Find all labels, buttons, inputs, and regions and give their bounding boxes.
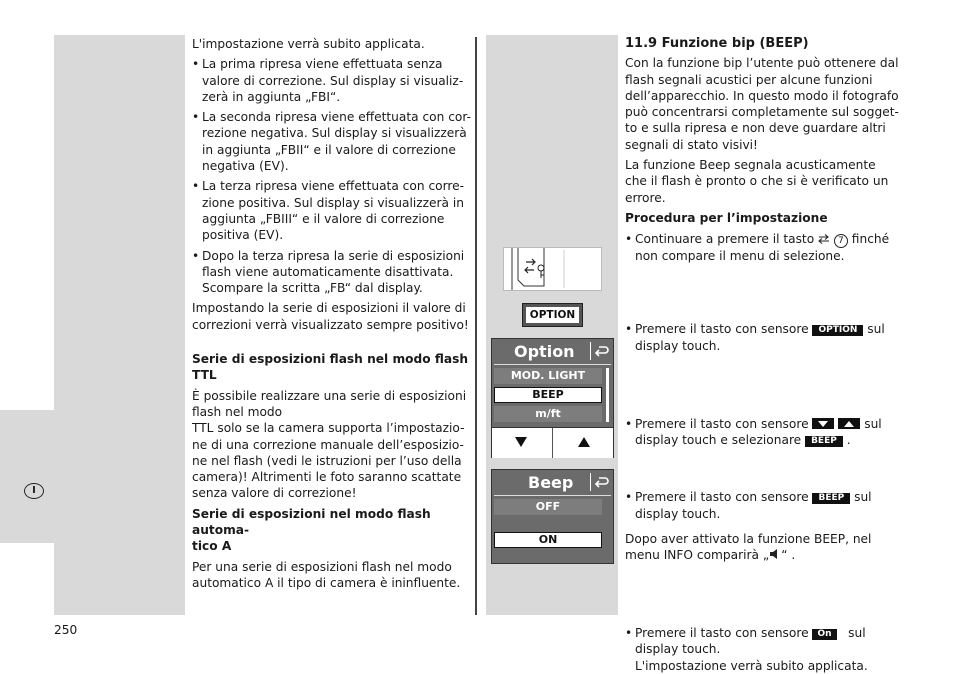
flash-side-icon [504,248,601,290]
list-item: • Dopo la terza ripresa la serie di esposizioni flash viene automaticamente disattivata. Scompare la scritta „FB“ dal display. [192,248,472,297]
list-item: • La prima ripresa viene effettuata senza valore di correzione. Sul display si visualiz- zerà in aggiunta „FBI“. [192,56,472,105]
section-heading: 11.9 Funzione bip (BEEP) [625,36,809,51]
left-text-column [192,36,472,595]
back-icon [595,344,609,358]
arrow-down-icon [515,437,527,448]
positive-note: Impostando la serie di esposizioni il valore di correzioni verrà visualizzato sempre positivo! [192,301,469,332]
beep-menu-screen [491,469,614,564]
page-number: 250 [54,623,78,637]
auto-paragraph: Per una serie di esposizioni flash nel modo automatico A il tipo di camera è ininfluente. [192,559,461,590]
intro-paragraph-1: Con la funzione bip l’utente può ottenere dal flash segnali acustici per alcune funzioni dell’apparecchio. In questo modo il fotografo può concentrarsi completamente sul sogget- to e sulla ripresa e non deve guardare altri segnali di stato visivi! [625,56,899,152]
heading-ttl: Serie di esposizioni flash nel modo flash TTL [192,352,469,383]
right-text-column [625,36,925,230]
step-5: • Premere il tasto con sensore On sul display touch. L'impostazione verrà subito applicata. [625,625,925,674]
list-item: • La seconda ripresa viene effettuata con cor- rezione negativa. Sul display si visualizzerà in aggiunta „FBII“ e il valore di correzione negativa (EV). [192,109,472,174]
key-number-badge: 7 [834,234,848,248]
flash-button-illustration [503,247,602,291]
on-key-tag: On [812,629,836,640]
heading-auto: Serie di esposizioni nel modo flash automa- tico A [192,506,431,554]
arrow-down-key [812,418,834,429]
option-screen-title: Option [514,342,575,361]
menu-item-mft: m/ft [494,406,602,422]
option-menu-screen [491,338,614,458]
option-key-tag: OPTION [812,325,863,336]
step-2: • Premere il tasto con sensore OPTION sul display touch. [625,321,925,354]
ttl-paragraph: È possibile realizzare una serie di esposizioni flash nel modo TTL solo se la camera supporta l’impostazio- ne di una correzione manuale dell’esposizio- ne nel flash (vedi le istruzioni per l’uso della camera)! Altrimenti le foto saranno scattate senza valore di correzione! [192,388,467,501]
step-1: • Continuare a premere il tasto 7 finché non compare il menu di selezione. [625,231,925,264]
step-3: • Premere il tasto con sensore sul display touch e selezionare BEEP . [625,416,925,449]
list-item: • La terza ripresa viene effettuata con corre- zione positiva. Sul display si visualizzerà in aggiunta „FBIII“ e il valore di correzione positiva (EV). [192,178,472,243]
language-tab: I [24,483,44,499]
arrow-up-icon [578,437,590,448]
language-tab-band [0,410,54,543]
menu-item-mod-light: MOD. LIGHT [494,368,602,384]
arrow-down-icon [812,418,834,429]
scrollbar [606,368,609,422]
back-icon [595,475,609,489]
procedure-heading: Procedura per l’impostazione [625,210,828,225]
option-button-figure: OPTION [522,303,583,327]
menu-item-off: OFF [494,499,602,515]
menu-item-beep: BEEP [494,387,602,403]
swap-arrows-icon [818,234,830,244]
arrow-up-key [838,418,860,429]
speaker-icon [769,548,781,560]
beep-key-tag: BEEP [805,436,843,447]
left-margin-band [54,35,185,615]
beep-screen-title: Beep [528,473,574,492]
final-paragraph: Dopo aver attivato la funzione BEEP, nel menu INFO comparirà „ “ . [625,532,872,563]
column-divider [475,37,477,615]
arrow-up-icon [838,418,860,429]
intro-text: L'impostazione verrà subito applicata. [192,37,425,51]
step-4: • Premere il tasto con sensore BEEP sul display touch. [625,489,925,522]
menu-item-on: ON [494,532,602,548]
intro-paragraph-2: La funzione Beep segnala acusticamente che il flash è pronto o che si è verificato un errore. [625,158,889,205]
beep-key-tag: BEEP [812,493,850,504]
